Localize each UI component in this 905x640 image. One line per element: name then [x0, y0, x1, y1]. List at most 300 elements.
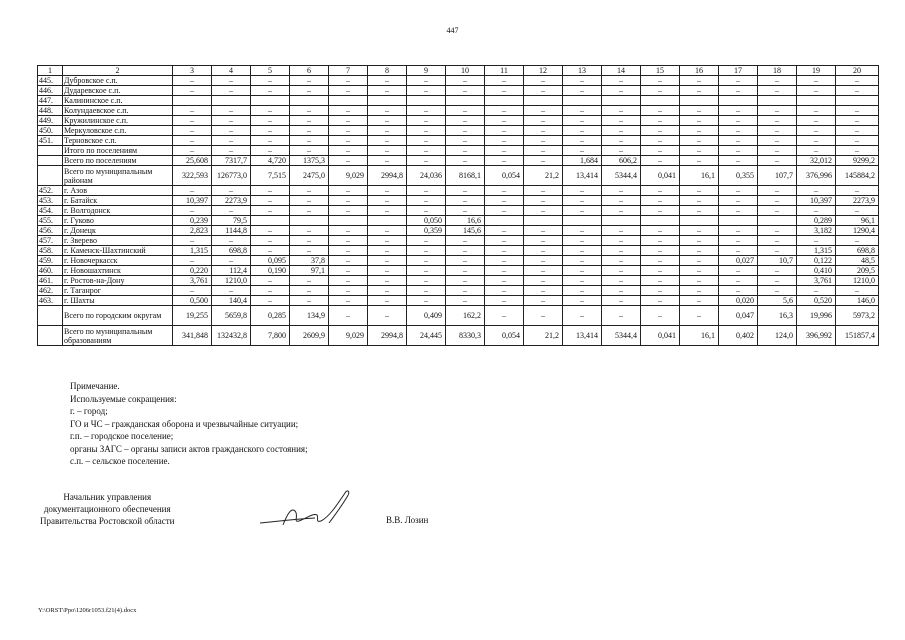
table-row [38, 166, 879, 186]
value-cell: – [407, 246, 446, 256]
value-cell: 24,445 [407, 326, 446, 346]
value-cell: – [719, 86, 758, 96]
value-cell: 1210,0 [212, 276, 251, 286]
value-cell: 2994,8 [368, 166, 407, 186]
value-cell [563, 96, 602, 106]
value-cell: – [290, 76, 329, 86]
row-number-cell: 455. [38, 216, 63, 226]
value-cell: – [329, 76, 368, 86]
value-cell: – [368, 276, 407, 286]
table-row [38, 246, 879, 256]
value-cell: 134,9 [290, 306, 329, 326]
value-cell: – [407, 276, 446, 286]
value-cell: – [212, 116, 251, 126]
table-row [38, 286, 879, 296]
value-cell: – [563, 146, 602, 156]
value-cell: – [251, 196, 290, 206]
value-cell: – [758, 276, 797, 286]
value-cell: – [758, 156, 797, 166]
value-cell: – [446, 126, 485, 136]
value-cell: – [446, 196, 485, 206]
value-cell: – [524, 126, 563, 136]
row-number-cell: 445. [38, 76, 63, 86]
value-cell: 124,0 [758, 326, 797, 346]
value-cell: – [212, 186, 251, 196]
value-cell: – [602, 286, 641, 296]
value-cell: – [485, 276, 524, 286]
value-cell: – [680, 266, 719, 276]
value-cell: – [368, 306, 407, 326]
value-cell: – [797, 116, 836, 126]
value-cell: – [641, 136, 680, 146]
value-cell: – [251, 236, 290, 246]
value-cell: – [212, 286, 251, 296]
table-row [38, 116, 879, 126]
value-cell [524, 216, 563, 226]
value-cell: – [446, 286, 485, 296]
value-cell: – [524, 106, 563, 116]
value-cell: 0,054 [485, 326, 524, 346]
table-row [38, 256, 879, 266]
column-header: 16 [680, 66, 719, 76]
value-cell: 0,220 [173, 266, 212, 276]
value-cell: – [797, 126, 836, 136]
table-row [38, 226, 879, 236]
value-cell: – [836, 186, 879, 196]
value-cell: – [563, 206, 602, 216]
value-cell: 7,800 [251, 326, 290, 346]
column-header: 6 [290, 66, 329, 76]
row-number-cell: 451. [38, 136, 63, 146]
value-cell: – [641, 236, 680, 246]
value-cell [719, 96, 758, 106]
value-cell: 107,7 [758, 166, 797, 186]
value-cell: 3,761 [797, 276, 836, 286]
value-cell: 145884,2 [836, 166, 879, 186]
row-name-cell: Меркуловское с.п. [63, 126, 173, 136]
value-cell: – [368, 186, 407, 196]
row-number-cell: 449. [38, 116, 63, 126]
value-cell: – [602, 126, 641, 136]
value-cell: 25,608 [173, 156, 212, 166]
column-header: 9 [407, 66, 446, 76]
row-number-cell: 450. [38, 126, 63, 136]
value-cell: – [290, 86, 329, 96]
value-cell: – [407, 146, 446, 156]
value-cell: – [758, 266, 797, 276]
page-number: 447 [446, 26, 459, 35]
value-cell: – [290, 206, 329, 216]
value-cell: 0,122 [797, 256, 836, 266]
value-cell: – [758, 136, 797, 146]
value-cell: – [329, 156, 368, 166]
value-cell: – [173, 256, 212, 266]
value-cell: – [446, 276, 485, 286]
value-cell: 0,359 [407, 226, 446, 236]
value-cell: 145,6 [446, 226, 485, 236]
value-cell: – [641, 286, 680, 296]
value-cell [563, 216, 602, 226]
table-row [38, 156, 879, 166]
value-cell: – [446, 186, 485, 196]
value-cell: – [524, 146, 563, 156]
value-cell: – [212, 136, 251, 146]
value-cell: 0,239 [173, 216, 212, 226]
value-cell: 0,402 [719, 326, 758, 346]
value-cell: – [290, 196, 329, 206]
value-cell: – [485, 116, 524, 126]
value-cell: – [524, 136, 563, 146]
signature-title-line: Правительства Ростовской области [40, 516, 175, 526]
column-header: 4 [212, 66, 251, 76]
value-cell: – [563, 116, 602, 126]
value-cell: – [524, 246, 563, 256]
table-row [38, 216, 879, 226]
value-cell: – [602, 296, 641, 306]
value-cell: – [290, 286, 329, 296]
value-cell: – [836, 116, 879, 126]
table-row [38, 266, 879, 276]
value-cell [602, 216, 641, 226]
value-cell: – [719, 106, 758, 116]
value-cell: 0,041 [641, 166, 680, 186]
value-cell: – [173, 186, 212, 196]
value-cell: – [446, 246, 485, 256]
column-header: 13 [563, 66, 602, 76]
value-cell: 132432,8 [212, 326, 251, 346]
value-cell: – [563, 296, 602, 306]
table-row [38, 236, 879, 246]
row-number-cell [38, 166, 63, 186]
value-cell: – [329, 276, 368, 286]
row-name-cell: Дубровское с.п. [63, 76, 173, 86]
value-cell: – [719, 196, 758, 206]
value-cell: – [251, 136, 290, 146]
value-cell: – [797, 86, 836, 96]
column-header: 20 [836, 66, 879, 76]
value-cell: 16,1 [680, 166, 719, 186]
value-cell: – [251, 246, 290, 256]
column-header: 10 [446, 66, 485, 76]
value-cell: – [173, 76, 212, 86]
value-cell: – [368, 86, 407, 96]
value-cell: – [485, 256, 524, 266]
value-cell: – [524, 186, 563, 196]
value-cell: – [836, 286, 879, 296]
value-cell: – [446, 236, 485, 246]
value-cell: – [719, 156, 758, 166]
row-number-cell: 459. [38, 256, 63, 266]
value-cell: 96,1 [836, 216, 879, 226]
row-number-cell [38, 146, 63, 156]
row-name-cell: Дударевское с.п. [63, 86, 173, 96]
row-number-cell: 452. [38, 186, 63, 196]
value-cell: – [485, 196, 524, 206]
value-cell: – [641, 156, 680, 166]
table-body [38, 76, 879, 346]
value-cell: – [641, 206, 680, 216]
value-cell: – [719, 226, 758, 236]
value-cell: – [212, 106, 251, 116]
row-number-cell: 448. [38, 106, 63, 116]
value-cell: 2475,0 [290, 166, 329, 186]
column-header: 12 [524, 66, 563, 76]
value-cell: 0,355 [719, 166, 758, 186]
column-header: 19 [797, 66, 836, 76]
value-cell [680, 96, 719, 106]
value-cell: – [602, 186, 641, 196]
value-cell: – [212, 86, 251, 96]
value-cell: – [524, 116, 563, 126]
row-name-cell: г. Гуково [63, 216, 173, 226]
row-name-cell: г. Азов [63, 186, 173, 196]
value-cell: 13,414 [563, 166, 602, 186]
value-cell: – [524, 286, 563, 296]
value-cell: 3,761 [173, 276, 212, 286]
value-cell: – [407, 196, 446, 206]
value-cell: 0,041 [641, 326, 680, 346]
value-cell: – [407, 236, 446, 246]
value-cell: – [485, 226, 524, 236]
row-number-cell [38, 306, 63, 326]
value-cell: – [407, 136, 446, 146]
value-cell: – [173, 126, 212, 136]
value-cell: – [758, 146, 797, 156]
value-cell: – [251, 206, 290, 216]
value-cell: – [290, 276, 329, 286]
value-cell: – [719, 286, 758, 296]
value-cell: – [368, 286, 407, 296]
value-cell: – [602, 266, 641, 276]
table-row [38, 306, 879, 326]
value-cell: 0,095 [251, 256, 290, 266]
row-number-cell: 463. [38, 296, 63, 306]
value-cell: – [563, 236, 602, 246]
value-cell: – [602, 306, 641, 326]
value-cell: 396,992 [797, 326, 836, 346]
value-cell: – [641, 76, 680, 86]
table-row [38, 186, 879, 196]
value-cell: – [797, 136, 836, 146]
value-cell: 0,520 [797, 296, 836, 306]
value-cell: – [407, 116, 446, 126]
row-name-cell: г. Новошахтинск [63, 266, 173, 276]
value-cell: – [212, 146, 251, 156]
value-cell: – [251, 76, 290, 86]
value-cell: 1144,8 [212, 226, 251, 236]
value-cell: 1210,0 [836, 276, 879, 286]
value-cell: – [680, 256, 719, 266]
value-cell: – [485, 286, 524, 296]
value-cell: – [758, 106, 797, 116]
value-cell: 1290,4 [836, 226, 879, 236]
value-cell: – [797, 186, 836, 196]
value-cell: – [758, 186, 797, 196]
value-cell: – [329, 306, 368, 326]
value-cell [446, 96, 485, 106]
value-cell: – [212, 206, 251, 216]
value-cell: – [758, 126, 797, 136]
value-cell: – [563, 126, 602, 136]
value-cell: 5,6 [758, 296, 797, 306]
value-cell: – [290, 136, 329, 146]
value-cell: – [485, 156, 524, 166]
value-cell: – [251, 86, 290, 96]
value-cell [602, 96, 641, 106]
value-cell [368, 96, 407, 106]
value-cell: 5344,4 [602, 166, 641, 186]
row-name-cell: г. Донецк [63, 226, 173, 236]
value-cell: – [407, 296, 446, 306]
notes-intro: Используемые сокращения: [70, 393, 177, 404]
value-cell: – [524, 206, 563, 216]
value-cell: 1,315 [797, 246, 836, 256]
value-cell: – [446, 106, 485, 116]
value-cell: – [641, 276, 680, 286]
value-cell: 112,4 [212, 266, 251, 276]
value-cell: – [680, 226, 719, 236]
value-cell: – [524, 306, 563, 326]
value-cell: 126773,0 [212, 166, 251, 186]
value-cell: 0,500 [173, 296, 212, 306]
value-cell: – [758, 286, 797, 296]
value-cell: – [641, 306, 680, 326]
value-cell [407, 96, 446, 106]
value-cell: – [836, 126, 879, 136]
value-cell: – [719, 126, 758, 136]
value-cell: – [758, 196, 797, 206]
signature-title-block [40, 491, 174, 527]
value-cell: – [563, 86, 602, 96]
value-cell: 97,1 [290, 266, 329, 276]
value-cell: – [836, 136, 879, 146]
value-cell: – [563, 246, 602, 256]
value-cell: 10,7 [758, 256, 797, 266]
value-cell: – [446, 76, 485, 86]
value-cell [290, 96, 329, 106]
value-cell: – [290, 116, 329, 126]
table-row [38, 86, 879, 96]
value-cell: 19,255 [173, 306, 212, 326]
value-cell: – [407, 86, 446, 96]
value-cell: – [251, 116, 290, 126]
value-cell: – [407, 156, 446, 166]
value-cell: – [602, 276, 641, 286]
table-row [38, 206, 879, 216]
value-cell: – [368, 266, 407, 276]
value-cell: – [797, 76, 836, 86]
value-cell: – [290, 236, 329, 246]
value-cell: 606,2 [602, 156, 641, 166]
value-cell: – [719, 236, 758, 246]
value-cell: – [641, 86, 680, 96]
value-cell: 1,684 [563, 156, 602, 166]
value-cell: 2273,9 [836, 196, 879, 206]
column-header: 2 [63, 66, 173, 76]
value-cell: – [524, 156, 563, 166]
value-cell: – [290, 186, 329, 196]
data-table [37, 65, 879, 346]
value-cell: – [212, 76, 251, 86]
value-cell: – [329, 186, 368, 196]
value-cell: – [680, 236, 719, 246]
value-cell: 0,050 [407, 216, 446, 226]
value-cell: – [563, 256, 602, 266]
column-header: 14 [602, 66, 641, 76]
value-cell: 5659,8 [212, 306, 251, 326]
column-header: 17 [719, 66, 758, 76]
row-name-cell: Всего по муниципальным образованиям [63, 326, 173, 346]
value-cell: – [836, 76, 879, 86]
value-cell: 4,720 [251, 156, 290, 166]
value-cell: – [173, 136, 212, 146]
value-cell: – [563, 76, 602, 86]
notes-line: органы ЗАГС – органы записи актов гражданского состояния; [70, 443, 308, 454]
value-cell: – [329, 206, 368, 216]
value-cell: 0,285 [251, 306, 290, 326]
value-cell: – [758, 236, 797, 246]
value-cell: – [329, 146, 368, 156]
value-cell: – [758, 226, 797, 236]
value-cell: – [446, 266, 485, 276]
value-cell: – [563, 266, 602, 276]
value-cell [251, 96, 290, 106]
value-cell: 16,6 [446, 216, 485, 226]
value-cell [329, 216, 368, 226]
row-number-cell: 460. [38, 266, 63, 276]
value-cell: – [641, 266, 680, 276]
value-cell: – [407, 186, 446, 196]
row-name-cell: г. Ростов-на-Дону [63, 276, 173, 286]
value-cell: – [680, 126, 719, 136]
value-cell: – [446, 86, 485, 96]
value-cell: – [173, 236, 212, 246]
value-cell: – [485, 86, 524, 96]
signature-title-line: документационного обеспечения [43, 504, 171, 514]
value-cell [680, 216, 719, 226]
value-cell: 2273,9 [212, 196, 251, 206]
value-cell: – [641, 146, 680, 156]
value-cell [290, 216, 329, 226]
value-cell: 1375,3 [290, 156, 329, 166]
value-cell: – [368, 196, 407, 206]
value-cell: – [368, 116, 407, 126]
value-cell: – [680, 246, 719, 256]
row-name-cell: Всего по городским округам [63, 306, 173, 326]
value-cell: – [719, 76, 758, 86]
value-cell: – [251, 276, 290, 286]
value-cell: – [680, 296, 719, 306]
row-name-cell: Итого по поселениям [63, 146, 173, 156]
row-name-cell: г. Таганрог [63, 286, 173, 296]
value-cell [641, 96, 680, 106]
value-cell: – [329, 106, 368, 116]
value-cell: – [680, 306, 719, 326]
value-cell: – [641, 226, 680, 236]
value-cell [485, 96, 524, 106]
value-cell: 151857,4 [836, 326, 879, 346]
value-cell: – [602, 256, 641, 266]
value-cell: 9,029 [329, 326, 368, 346]
value-cell [485, 216, 524, 226]
value-cell: 0,409 [407, 306, 446, 326]
value-cell: – [563, 136, 602, 146]
value-cell: 322,593 [173, 166, 212, 186]
value-cell: – [446, 136, 485, 146]
signatory-name: В.В. Лозин [386, 515, 429, 525]
column-header: 15 [641, 66, 680, 76]
value-cell: 48,5 [836, 256, 879, 266]
